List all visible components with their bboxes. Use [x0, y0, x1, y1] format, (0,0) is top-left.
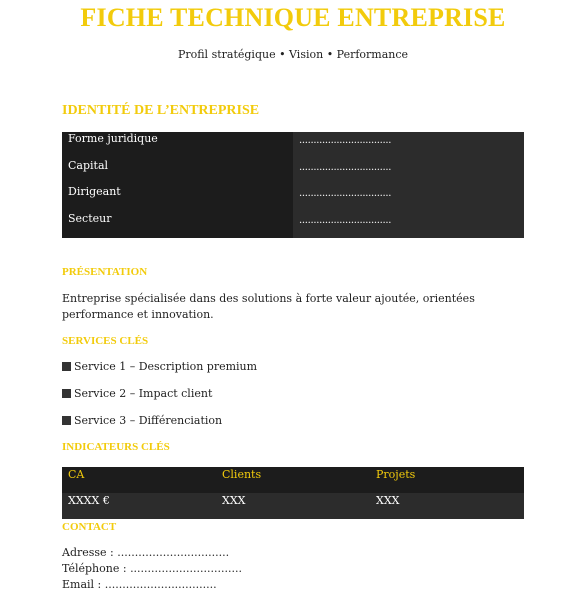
indicator-column-header: CA: [68, 468, 85, 481]
identity-value: ................................: [299, 135, 392, 146]
identity-value-column: [293, 132, 524, 238]
contact-email: Email : ................................: [62, 578, 217, 591]
identity-row: [293, 185, 524, 212]
indicator-column-header: Clients: [222, 468, 262, 481]
square-bullet-icon: [62, 362, 71, 371]
identity-row: [293, 159, 524, 186]
indicator-value: XXXX €: [68, 494, 110, 507]
identity-label: Capital: [68, 158, 109, 172]
identity-label: Secteur: [68, 211, 112, 225]
identity-row: [62, 132, 293, 159]
indicators-heading: INDICATEURS CLÉS: [62, 441, 170, 453]
document-title: FICHE TECHNIQUE ENTREPRISE: [80, 3, 506, 32]
indicators-header-row: [62, 467, 524, 493]
indicator-value: XXX: [376, 494, 400, 507]
indicator-column-header: Projets: [376, 468, 416, 481]
service-item: [62, 387, 212, 400]
identity-label-column: [62, 132, 293, 238]
square-bullet-icon: [62, 389, 71, 398]
contact-heading: CONTACT: [62, 521, 117, 533]
identity-row: [293, 132, 524, 159]
identity-value: ................................: [299, 214, 392, 226]
identity-label: Forme juridique: [68, 132, 158, 145]
service-item: [62, 360, 257, 373]
services-heading: SERVICES CLÉS: [62, 335, 149, 347]
indicators-table: [62, 467, 524, 519]
indicators-value-row: [62, 493, 524, 519]
presentation-heading: PRÉSENTATION: [62, 266, 148, 278]
identity-row: [62, 212, 293, 239]
identity-row: [62, 185, 293, 212]
identity-row: [293, 212, 524, 239]
identity-row: [62, 159, 293, 186]
presentation-text: Entreprise spécialisée dans des solutions à forte valeur ajoutée, orientées performance et innovation.: [62, 292, 475, 321]
document-subtitle: Profil stratégique • Vision • Performance: [177, 48, 409, 61]
identity-value: ................................: [299, 188, 392, 199]
contact-phone: Téléphone : ................................: [62, 562, 242, 575]
service-label: Service 3 – Différenciation: [74, 414, 223, 427]
service-label: Service 2 – Impact client: [74, 387, 213, 400]
contact-address: Adresse : ................................: [62, 546, 230, 559]
service-item: [62, 414, 222, 427]
identity-label: Dirigeant: [68, 185, 121, 198]
service-label: Service 1 – Description premium: [74, 360, 258, 373]
identity-value: ................................: [299, 161, 392, 173]
identity-table: [62, 132, 524, 238]
identity-heading: IDENTITÉ DE L’ENTREPRISE: [62, 103, 260, 118]
square-bullet-icon: [62, 416, 71, 425]
indicator-value: XXX: [222, 494, 246, 507]
